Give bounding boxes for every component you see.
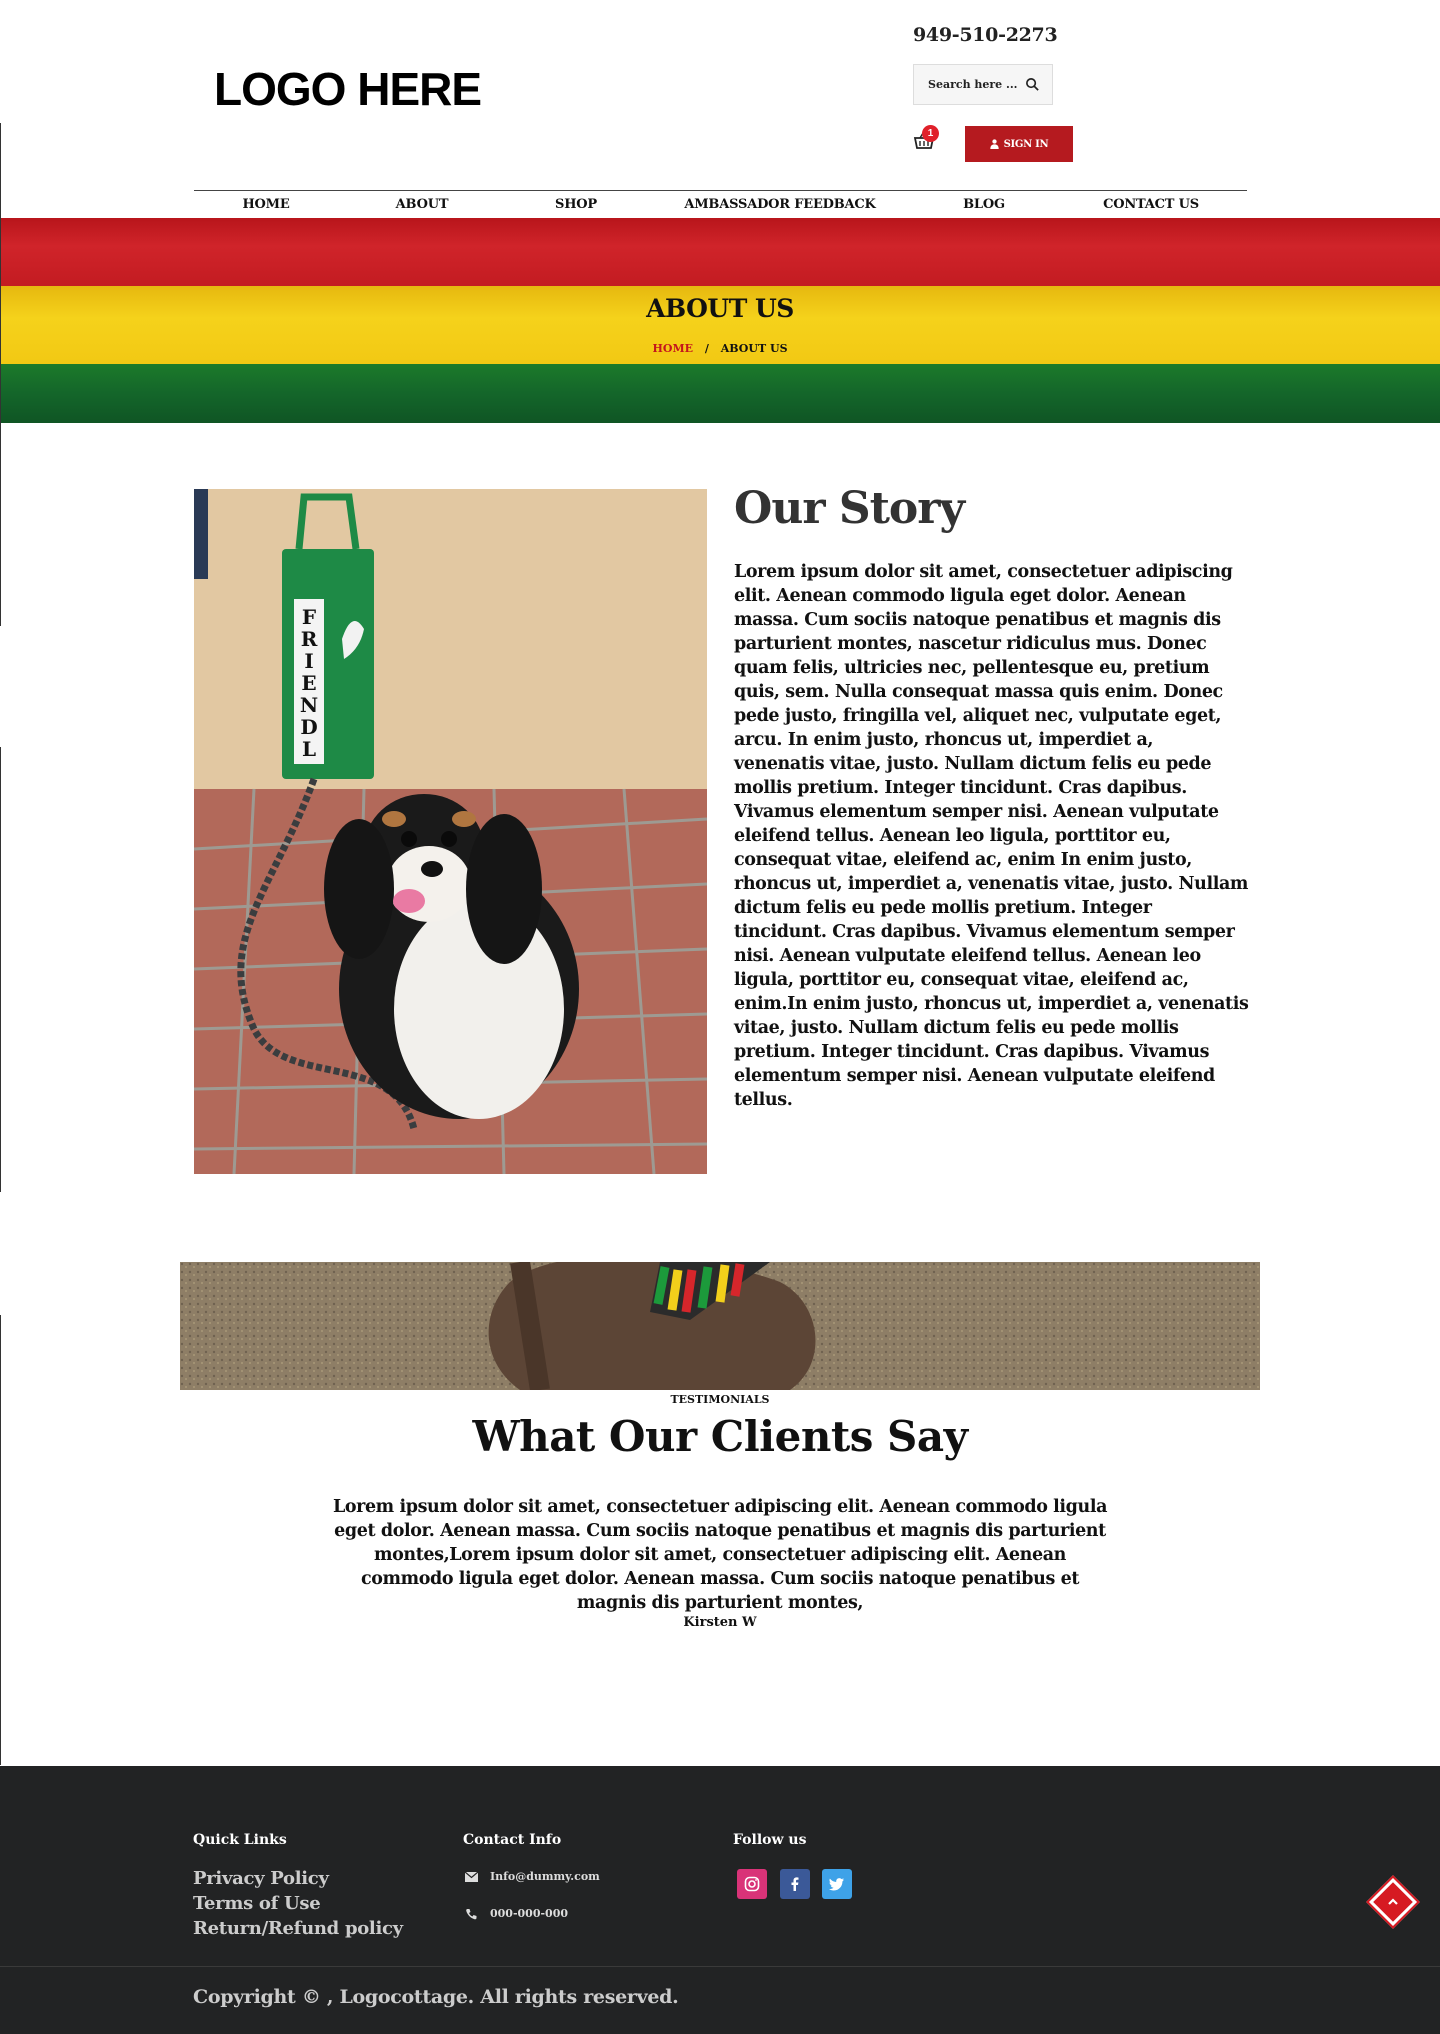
breadcrumb-current: ABOUT US	[720, 342, 788, 355]
story-image	[194, 489, 707, 1174]
page-title: ABOUT US	[646, 294, 794, 323]
quick-links-list	[193, 1866, 403, 1941]
nav-about[interactable]: ABOUT	[395, 197, 449, 212]
story-text: Lorem ipsum dolor sit amet, consectetuer adipiscing elit. Aenean commodo ligula eget dolor. Aenean massa. Cum sociis natoque penatibus et magnis dis parturient montes, nascetur ridiculus mus. Donec quam felis, ultricies nec, pellentesque eu, pretium quis, sem. Nulla consequat massa quis enim. Donec pede justo, fringilla vel, aliquet nec, vulputate eget, arcu. In enim justo, rhoncus ut, imperdiet a, venenatis vitae, justo. Nullam dictum felis eu pede mollis pretium. Integer tincidunt. Cras dapibus. Vivamus elementum semper nisi. Aenean vulputate eleifend tellus. Aenean leo ligula, porttitor eu, consequat vitae, eleifend ac, enim In enim justo, rhoncus ut, imperdiet a, venenatis vitae, justo. Nullam dictum felis eu pede mollis pretium. Integer tincidunt. Cras dapibus. Vivamus elementum semper nisi. Aenean vulputate eleifend tellus. Aenean leo ligula, porttitor eu, consequat vitae, eleifend ac, enim.In enim justo, rhoncus ut, imperdiet a, venenatis vitae, justo. Nullam dictum felis eu pede mollis pretium. Integer tincidunt. Cras dapibus. Vivamus elementum semper nisi. Aenean vulputate eleifend tellus.	[734, 562, 1249, 1110]
instagram-icon[interactable]	[737, 1869, 767, 1899]
left-border-line	[0, 747, 1, 1192]
site-header	[0, 0, 1440, 218]
user-icon	[990, 139, 999, 149]
twitter-icon[interactable]	[822, 1869, 852, 1899]
breadcrumb	[0, 342, 1440, 355]
footer-link-privacy-policy[interactable]: Privacy Policy	[193, 1868, 329, 1889]
copyright-text: Copyright © , Logocottage. All rights reserved.	[193, 1986, 679, 2008]
footer-email-text: Info@dummy.com	[490, 1870, 600, 1883]
sign-in-button[interactable]	[965, 126, 1073, 162]
svg-text:R: R	[300, 627, 318, 651]
footer-phone-text: 000-000-000	[490, 1907, 569, 1920]
nav-home[interactable]: HOME	[242, 197, 290, 212]
facebook-icon[interactable]	[780, 1869, 810, 1899]
contact-info-title: Contact Info	[463, 1832, 562, 1848]
svg-text:E: E	[301, 671, 317, 695]
search-box	[913, 64, 1053, 105]
site-logo[interactable]: LOGO HERE	[214, 63, 482, 115]
svg-text:L: L	[301, 737, 317, 761]
sign-in-label: SIGN IN	[1003, 138, 1049, 150]
breadcrumb-separator: /	[704, 342, 709, 355]
search-icon[interactable]	[1025, 77, 1040, 92]
testimonial-quote: Lorem ipsum dolor sit amet, consectetuer adipiscing elit. Aenean commodo ligula eget dolor. Aenean massa. Cum sociis natoque penatibus et magnis dis parturient montes,Lorem ipsum dolor sit amet, consectetuer adipiscing elit. Aenean commodo ligula eget dolor. Aenean massa. Cum sociis natoque penatibus et magnis dis parturient montes,	[332, 1497, 1108, 1613]
search-input[interactable]	[928, 78, 1018, 91]
header-phone[interactable]: 949-510-2273	[913, 24, 1058, 46]
banner-stripe-green	[0, 364, 1440, 423]
envelope-icon	[465, 1871, 478, 1883]
nav-shop[interactable]: SHOP	[555, 197, 597, 212]
svg-text:N: N	[299, 693, 319, 717]
follow-us-title: Follow us	[733, 1832, 807, 1848]
testimonials-image	[180, 1262, 1260, 1390]
footer-link-terms-of-use[interactable]: Terms of Use	[193, 1893, 321, 1914]
footer-divider	[0, 1966, 1440, 1967]
main-nav	[194, 190, 1247, 218]
nav-contact-us[interactable]: CONTACT US	[1103, 197, 1199, 212]
quick-links-title: Quick Links	[193, 1832, 287, 1848]
testimonials-title: What Our Clients Say	[472, 1412, 968, 1461]
testimonial-author: Kirsten W	[683, 1615, 757, 1630]
footer-link-refund-policy[interactable]: Return/Refund policy	[193, 1918, 403, 1939]
page-banner	[0, 218, 1440, 423]
story-title: Our Story	[734, 483, 965, 534]
cart-count-badge: 1	[922, 125, 939, 142]
bag-letter: F	[301, 605, 317, 629]
chevron-up-icon	[1386, 1895, 1400, 1909]
breadcrumb-home[interactable]: HOME	[652, 342, 694, 355]
phone-icon	[465, 1908, 478, 1920]
banner-stripe-red	[0, 218, 1440, 288]
left-border-line	[0, 123, 1, 626]
footer-phone[interactable]	[465, 1907, 568, 1920]
nav-blog[interactable]: BLOG	[963, 197, 1005, 212]
svg-text:I: I	[304, 649, 314, 673]
svg-text:D: D	[300, 715, 318, 739]
footer-email[interactable]	[465, 1870, 600, 1883]
testimonials-eyebrow: TESTIMONIALS	[670, 1393, 770, 1406]
left-border-line	[0, 1315, 1, 1765]
nav-ambassador-feedback[interactable]: AMBASSADOR FEEDBACK	[684, 197, 876, 212]
